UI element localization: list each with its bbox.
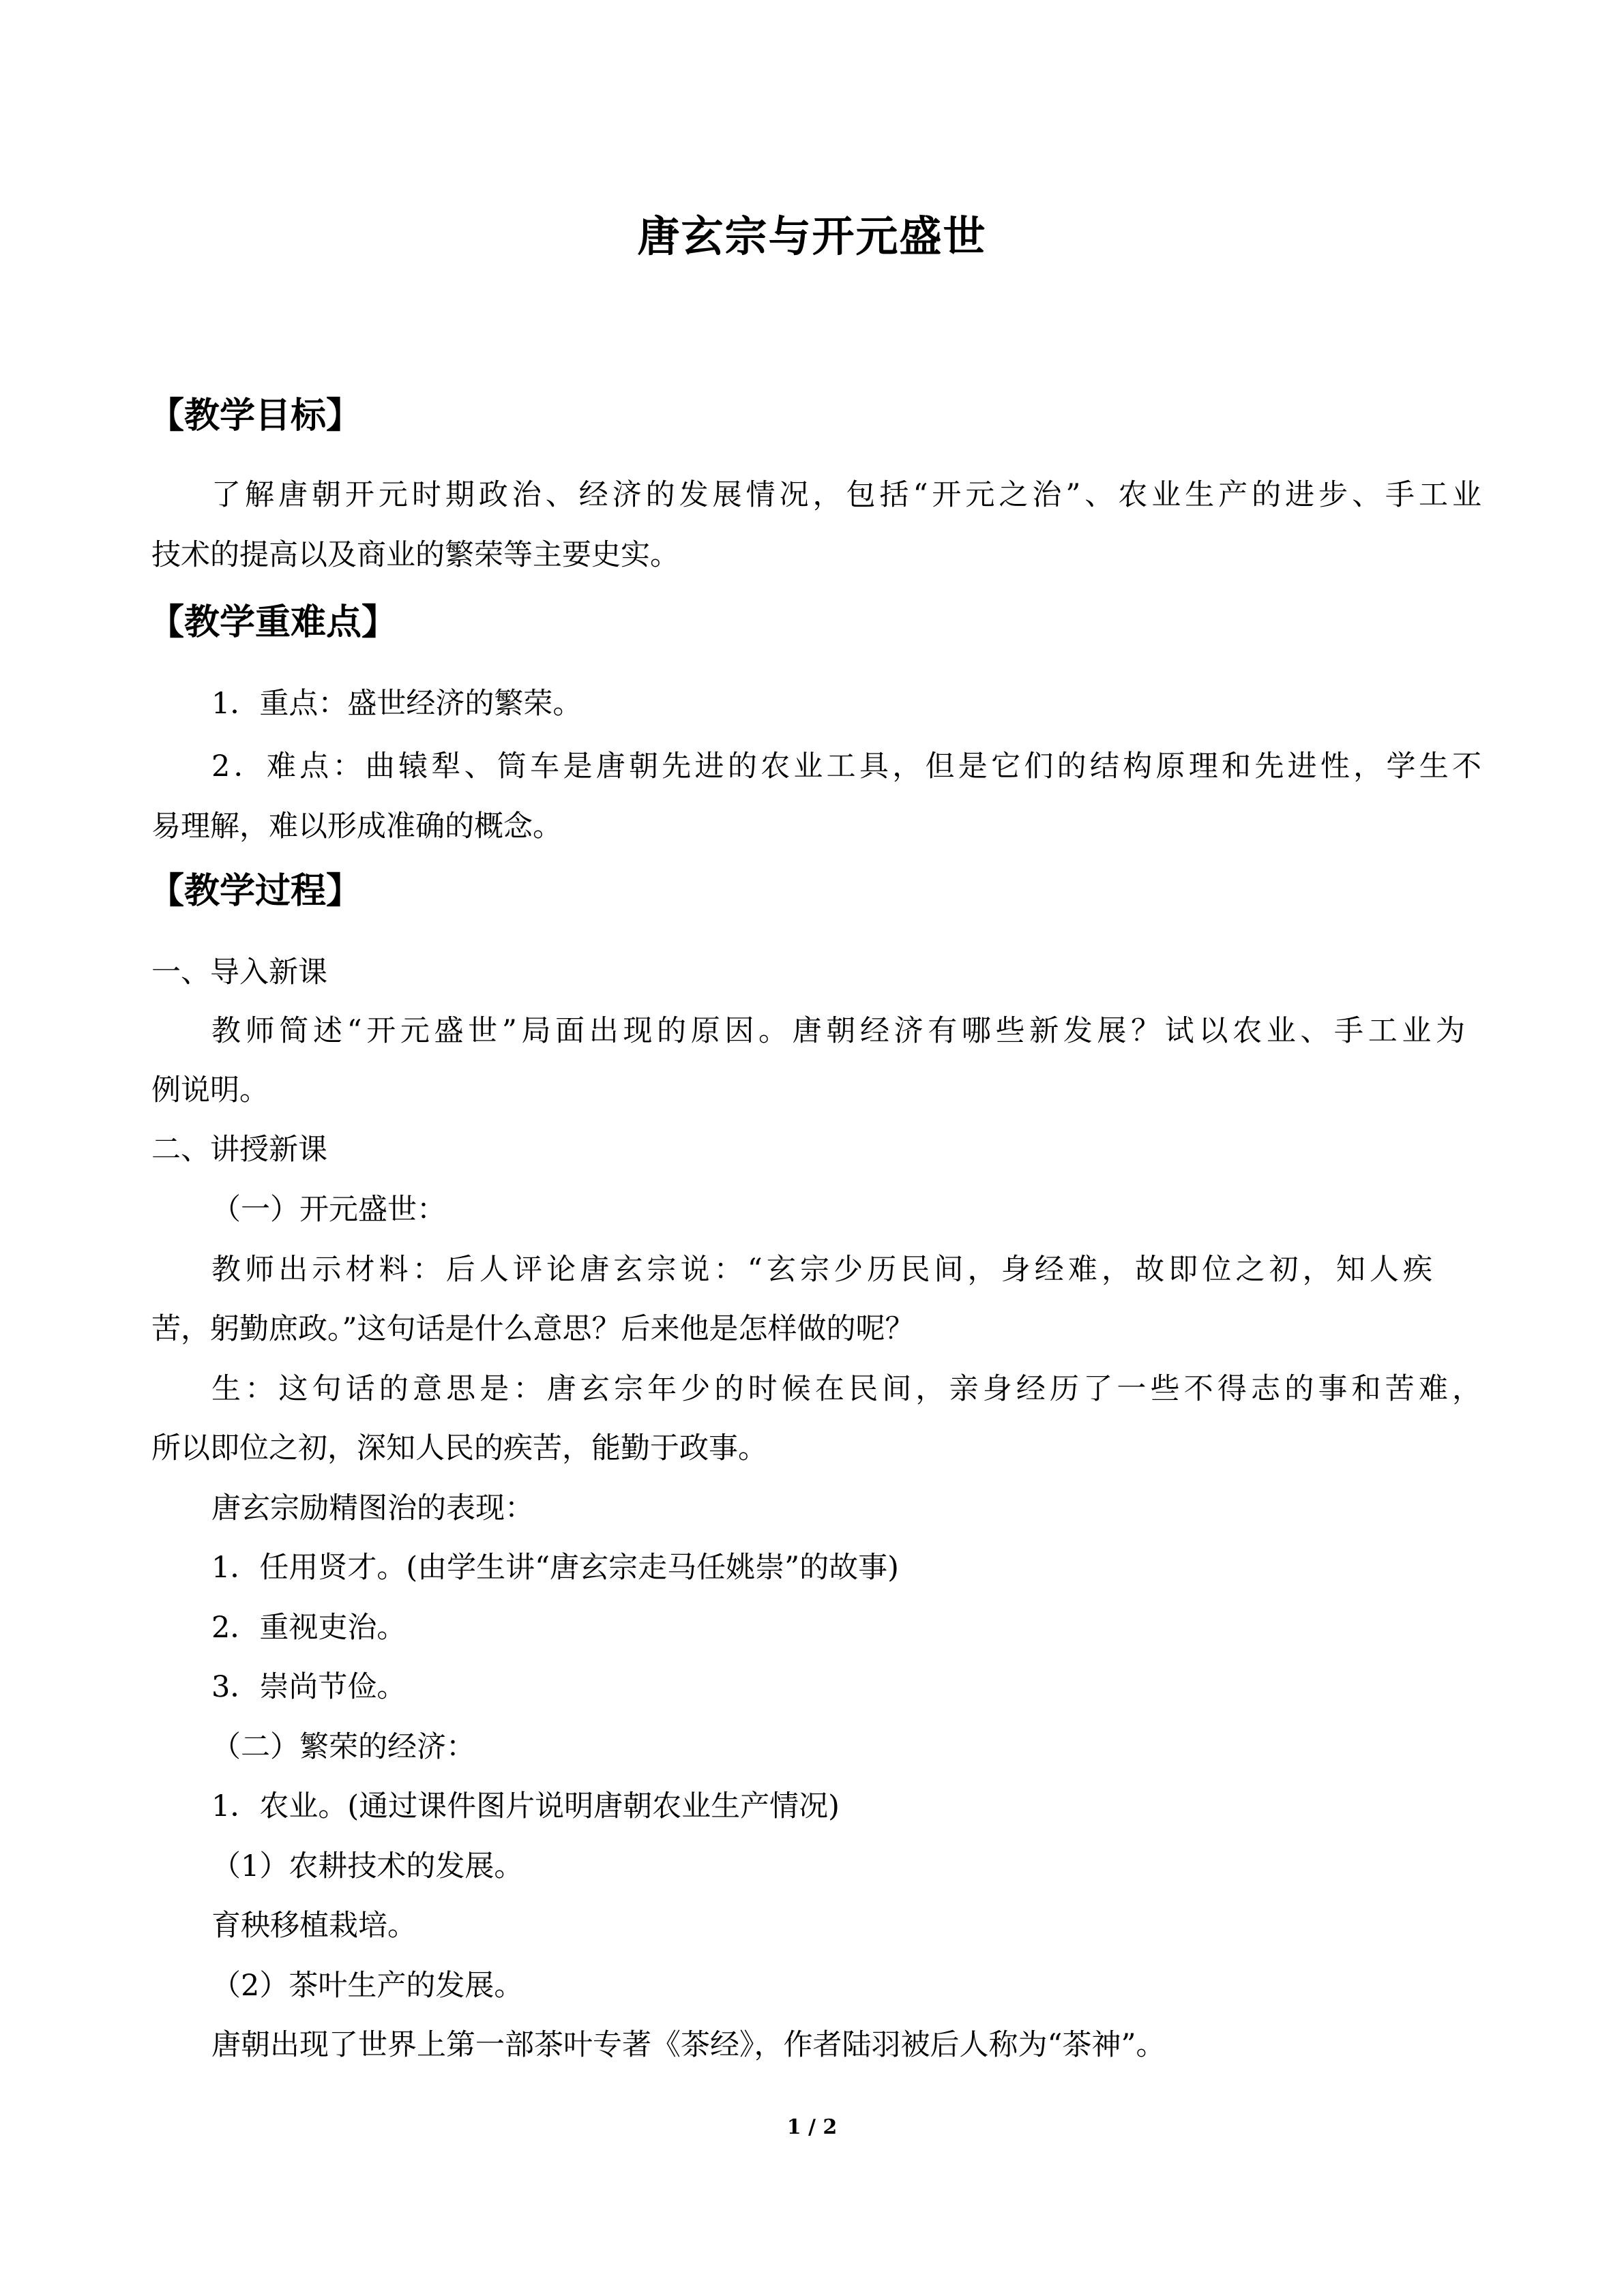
page-number: 1 / 2 (786, 2115, 838, 2139)
subsection-1-title: （一）开元盛世： (211, 1193, 446, 1227)
subsection-2-title: （二）繁荣的经济： (211, 1730, 475, 1764)
answer-line-2: 所以即位之初，深知人民的疾苦，能勤于政事。 (151, 1431, 767, 1465)
agriculture-point-2-text: 唐朝出现了世界上第一部茶叶专著《茶经》，作者陆羽被后人称为“茶神”。 (211, 2028, 1166, 2062)
keypoint-2-line-1: 2．难点：曲辕犁、筒车是唐朝先进的农业工具，但是它们的结构原理和先进性，学生不 (211, 749, 1481, 784)
part-1-text-line-2: 例说明。 (151, 1073, 269, 1107)
performance-item-3: 3．崇尚节俭。 (211, 1670, 407, 1704)
part-1-title: 一、导入新课 (151, 955, 327, 989)
part-1-text-line-1: 教师简述“开元盛世”局面出现的原因。唐朝经济有哪些新发展？试以农业、手工业为 (211, 1014, 1465, 1048)
keypoint-1: 1．重点：盛世经济的繁荣。 (211, 687, 582, 721)
performance-item-1: 1．任用贤才。(由学生讲“唐玄宗走马任姚崇”的故事) (211, 1551, 899, 1585)
agriculture-point-1-title: （1）农耕技术的发展。 (211, 1849, 524, 1883)
agriculture-point-2-title: （2）茶叶生产的发展。 (211, 1969, 524, 2003)
objectives-text-line-1: 了解唐朝开元时期政治、经济的发展情况，包括“开元之治”、农业生产的进步、手工业 (211, 478, 1481, 512)
agriculture-title: 1．农业。(通过课件图片说明唐朝农业生产情况) (211, 1789, 840, 1823)
process-heading: 【教学过程】 (149, 871, 362, 912)
material-line-2: 苦，躬勤庶政。”这句话是什么意思？后来他是怎样做的呢？ (151, 1312, 915, 1346)
performance-title: 唐玄宗励精图治的表现： (211, 1491, 534, 1525)
objectives-heading: 【教学目标】 (149, 396, 362, 436)
keypoint-2-line-2: 易理解，难以形成准确的概念。 (151, 809, 562, 844)
keypoints-heading: 【教学重难点】 (149, 602, 398, 643)
material-line-1: 教师出示材料：后人评论唐玄宗说：“玄宗少历民间，身经难，故即位之初，知人疾 (211, 1253, 1432, 1287)
document-title: 唐玄宗与开元盛世 (637, 211, 987, 261)
agriculture-point-1-text: 育秧移植栽培。 (211, 1909, 417, 1943)
part-2-title: 二、讲授新课 (151, 1133, 327, 1167)
answer-line-1: 生：这句话的意思是：唐玄宗年少的时候在民间，亲身经历了一些不得志的事和苦难， (211, 1372, 1481, 1406)
performance-item-2: 2．重视吏治。 (211, 1611, 407, 1645)
objectives-text-line-2: 技术的提高以及商业的繁荣等主要史实。 (151, 538, 679, 572)
